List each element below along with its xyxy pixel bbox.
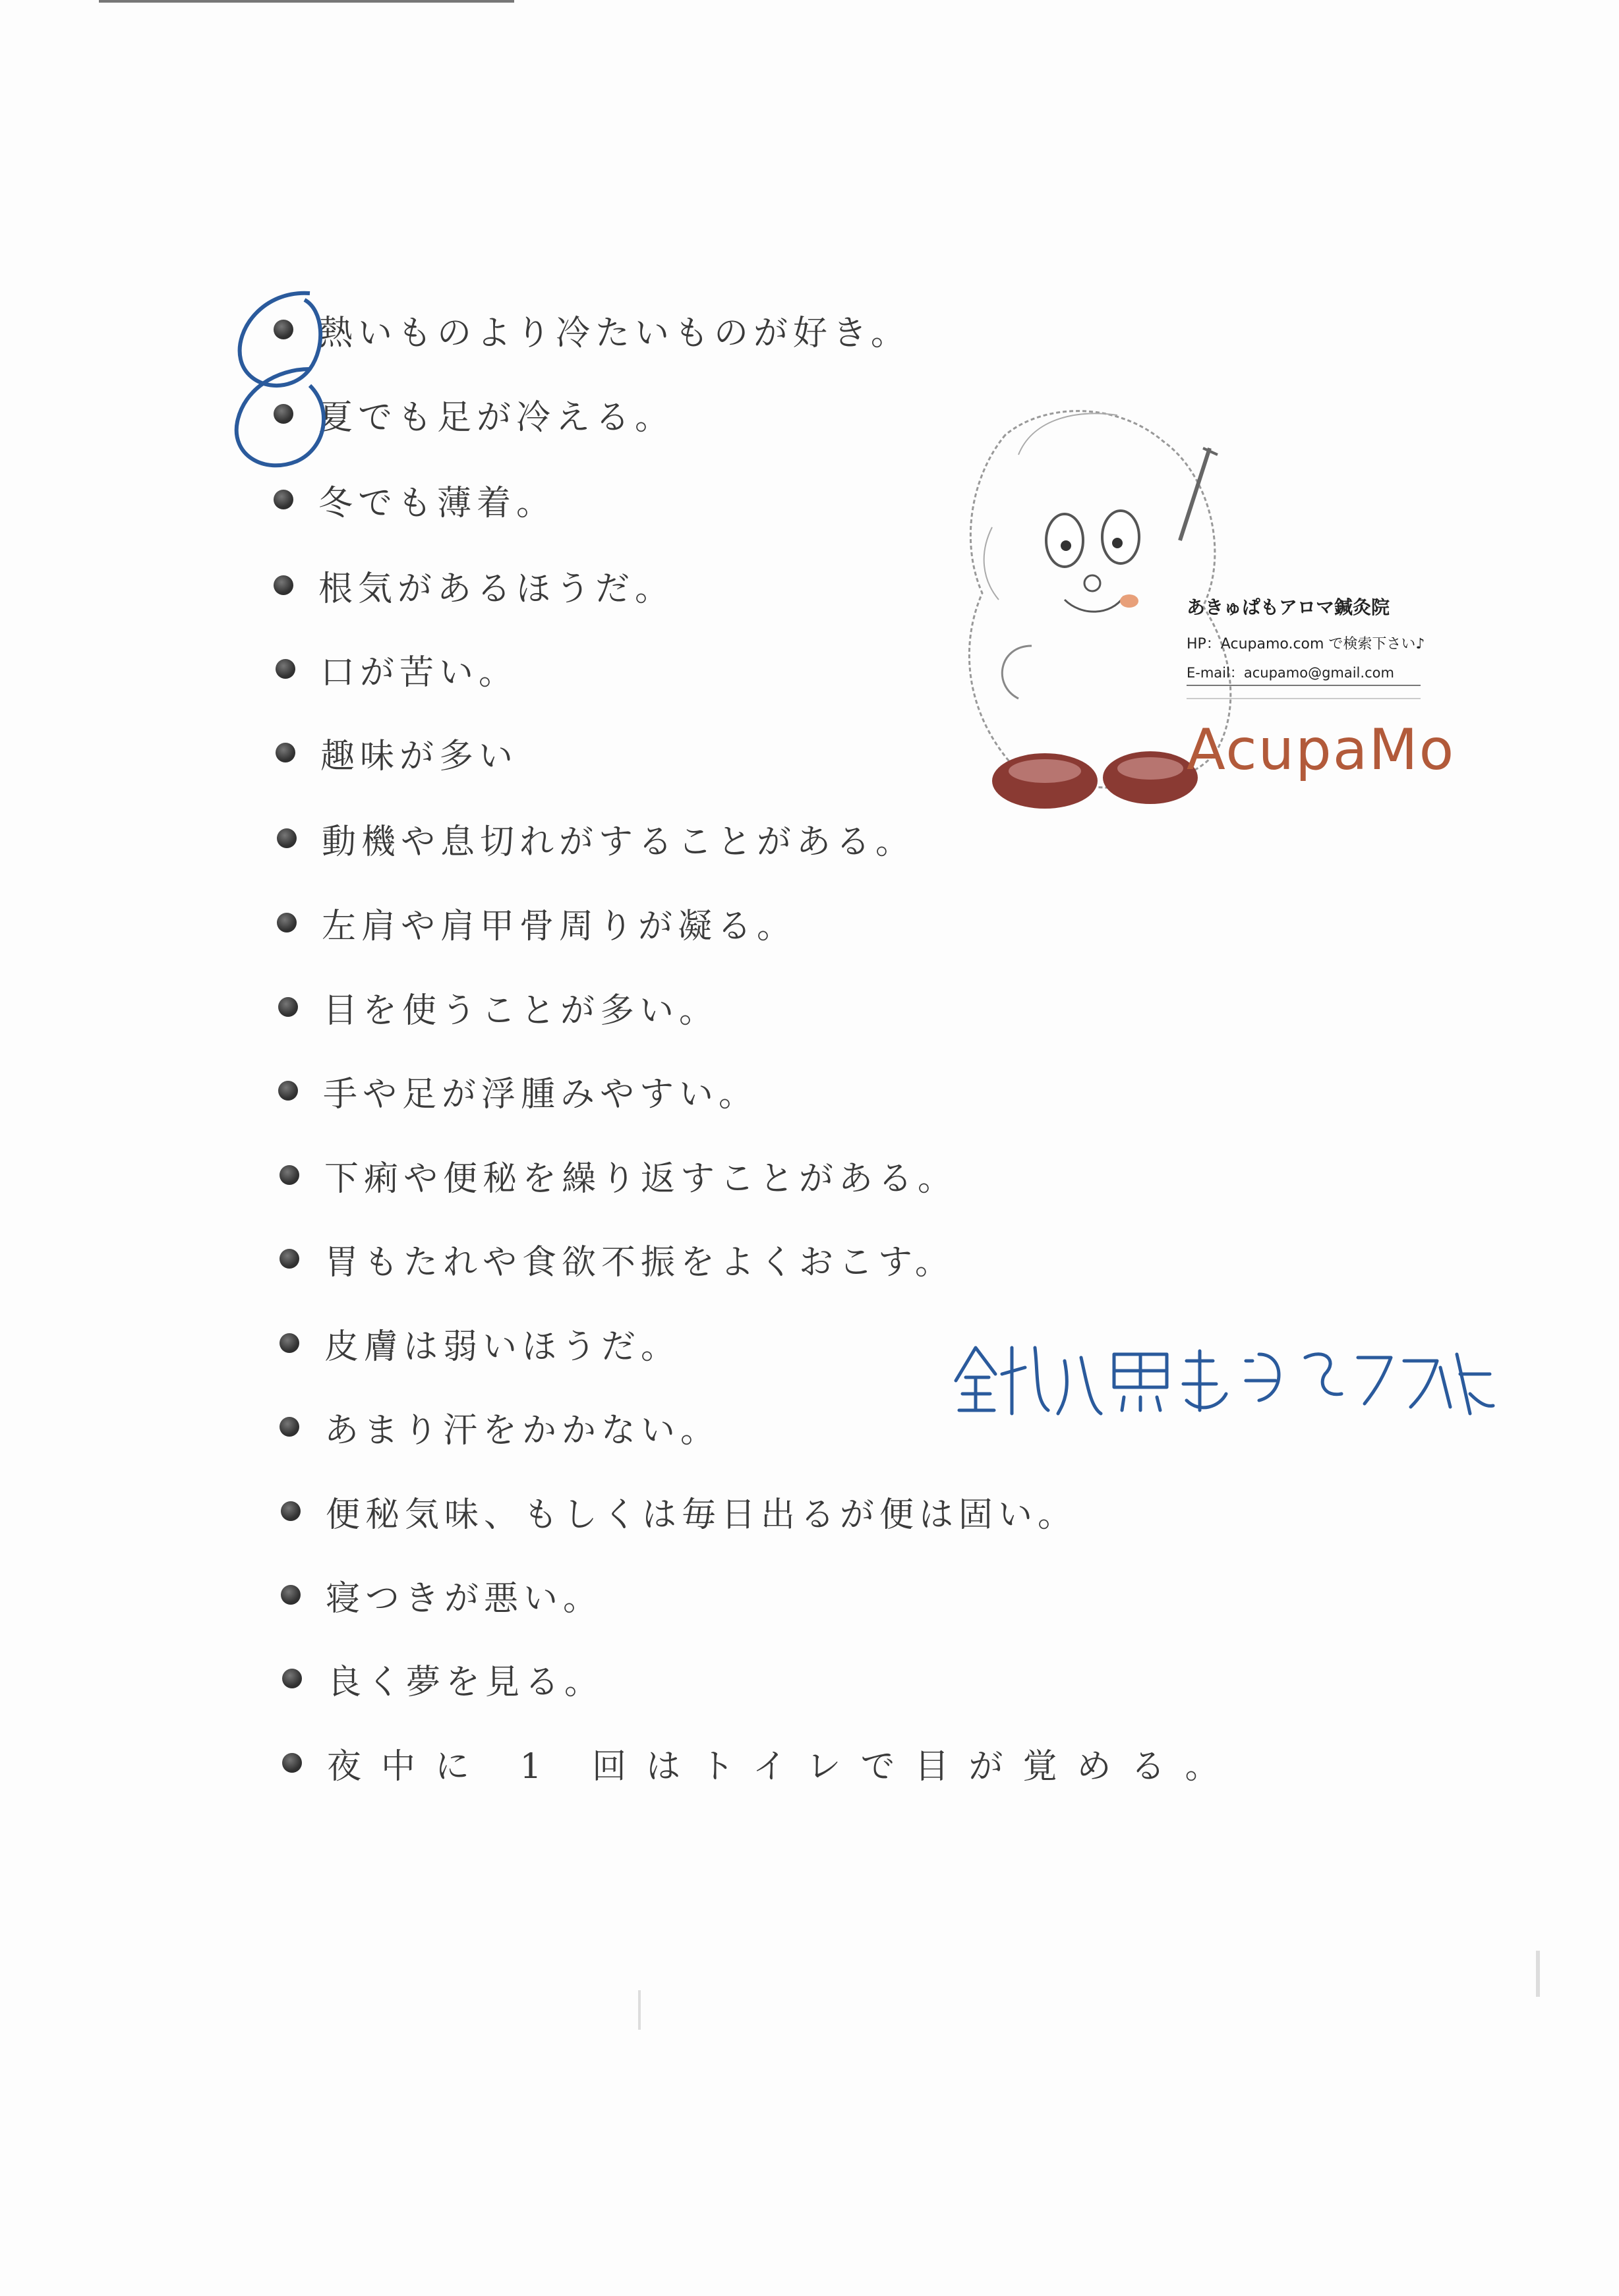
checklist-item-text: 胃もたれや食欲不振をよくおこす。 [324,1242,955,1282]
handwritten-note-scribble-icon [949,1321,1496,1427]
brand-logo-text: AcupaMo [1187,717,1456,783]
checklist-item-text: 下痢や便秘を繰り返すことがある。 [324,1159,958,1199]
circle-mark-1 [240,293,321,386]
checklist-item-text: 趣味が多い [320,736,519,776]
checklist-item-text: 皮膚は弱いほうだ。 [324,1327,681,1367]
checklist-item-text: 冬でも薄着。 [318,483,556,523]
checklist-item-text: 熱いものより冷たいものが好き。 [318,313,910,353]
checklist-item-text: あまり汗をかかない。 [324,1410,721,1450]
clinic-name: あきゅぱもアロマ鍼灸院 [1187,596,1390,618]
clinic-email: E-mail：acupamo@gmail.com [1187,665,1394,681]
checklist-item-text: 良く夢を見る。 [327,1662,604,1702]
scan-edge-mark [638,1990,641,2030]
checklist-item-text: 便秘気味、もしくは毎日出るが便は固い。 [326,1495,1078,1535]
checklist-item-text: 寝つきが悪い。 [326,1578,603,1619]
checklist-item-text: 夜中に 1 回はトイレで目が覚める。 [327,1746,1239,1787]
checklist-item-text: 根気があるほうだ。 [318,569,675,609]
checklist-item-text: 手や足が浮腫みやすい。 [323,1074,759,1114]
checklist-item-text: 夏でも足が冷える。 [318,397,675,438]
checklist-item-text: 動機や息切れがすることがある。 [322,822,916,862]
checklist-item-text: 口が苦い。 [320,652,519,693]
clinic-homepage: HP：Acupamo.com で検索下さい♪ [1187,636,1425,652]
checklist-item-text: 目を使うことが多い。 [323,990,719,1031]
handwritten-note [949,1321,1496,1427]
checklist-item-text: 左肩や肩甲骨周りが凝る。 [322,906,797,946]
scan-edge-mark [1536,1951,1540,1997]
